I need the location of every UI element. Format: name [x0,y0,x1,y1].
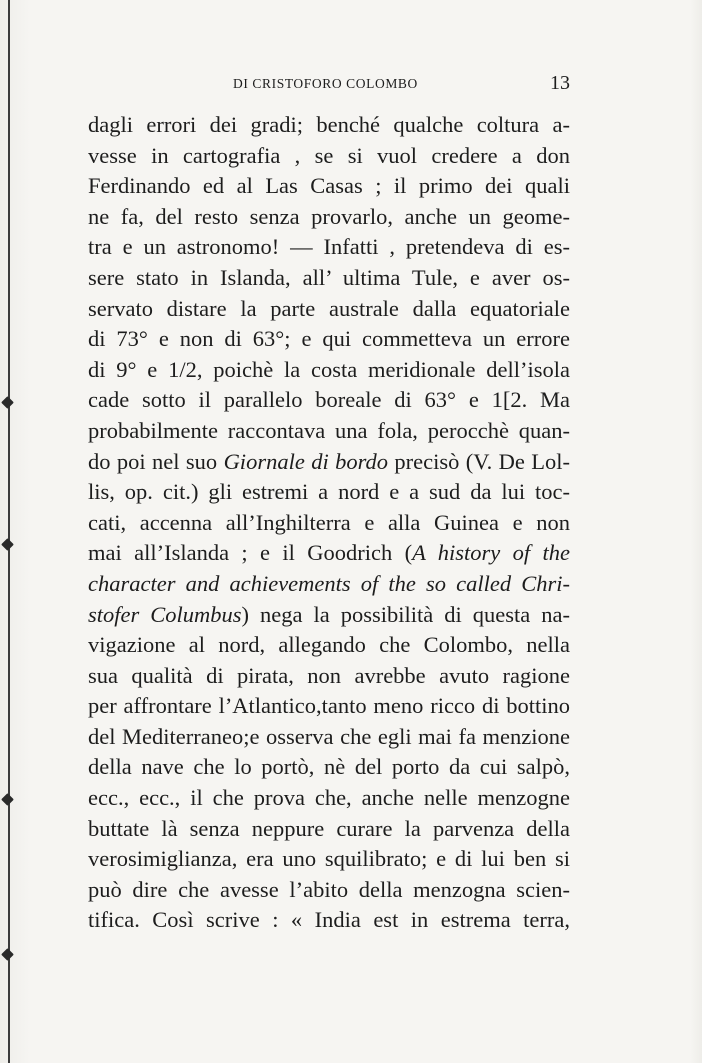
text-line: cati, accenna all’Inghilterra e alla Guinea e non [88,509,570,535]
text-line: cade sotto il parallelo boreale di 63° e 1[2. Ma [88,387,570,413]
page-number: 13 [550,72,570,94]
running-head [88,72,570,96]
text-span: ) nega la possibilità di questa na- [241,601,570,627]
text-line [88,447,570,478]
text-line: ne fa, del resto senza provarlo, anche un geome- [88,203,570,229]
body-text [88,110,570,936]
text-line: può dire che avesse l’abito della menzogna scien- [88,876,570,902]
text-line: sere stato in Islanda, all’ ultima Tule, e aver os- [88,264,570,290]
italic-title: character and achievements of the so called Chri- [88,570,570,596]
text-line: Ferdinando ed al Las Casas ; il primo dei quali [88,173,570,199]
text-span: precisò (V. De Lol- [388,448,570,474]
italic-title: Giornale di bordo [223,448,389,474]
text-line: sua qualità di pirata, non avrebbe avuto ragione [88,662,570,688]
text-line: di 73° e non di 63°; e qui commetteva un errore [88,326,570,352]
text-line: tifica. Così scrive : « India est in estrema terra, [88,907,570,933]
text-line: della nave che lo portò, nè del porto da cui salpò, [88,754,570,780]
text-line: ecc., ecc., il che prova che, anche nelle menzogne [88,785,570,811]
binding-mark [1,538,14,551]
text-span: do poi nel suo [88,448,224,474]
text-line: di 9° e 1/2, poichè la costa meridionale dell’isola [88,356,570,382]
text-line: dagli errori dei gradi; benché qualche coltura a- [88,112,570,137]
text-line: vesse in cartografia , se si vuol credere a don [88,142,570,168]
text-line: servato distare la parte australe dalla equatoriale [88,295,570,321]
italic-title: stofer Columbus [88,601,242,627]
text-line: tra e un astronomo! — Infatti , pretendeva di es- [88,234,570,260]
binding-mark [1,948,14,961]
running-title: DI CRISTOFORO COLOMBO [233,76,418,91]
text-line: lis, op. cit.) gli estremi a nord e a sud da lui toc- [88,479,570,505]
text-line [88,538,570,569]
binding-mark [1,396,14,409]
text-line [88,569,570,600]
text-line: probabilmente raccontava una fola, perocchè quan- [88,417,570,443]
text-line: per affrontare l’Atlantico,tanto meno ricco di bottino [88,693,570,719]
text-line: verosimiglianza, era uno squilibrato; e di lui ben si [88,846,570,872]
binding-mark [1,793,14,806]
italic-title: A history of the [412,540,570,566]
text-line: vigazione al nord, allegando che Colombo, nella [88,632,570,658]
binding-edge [8,0,10,1063]
text-line: del Mediterraneo;e osserva che egli mai fa menzione [88,723,570,749]
text-line [88,600,570,631]
text-line: buttate là senza neppure curare la parvenza della [88,815,570,841]
text-span: mai all’Islanda ; e il Goodrich ( [88,540,413,566]
